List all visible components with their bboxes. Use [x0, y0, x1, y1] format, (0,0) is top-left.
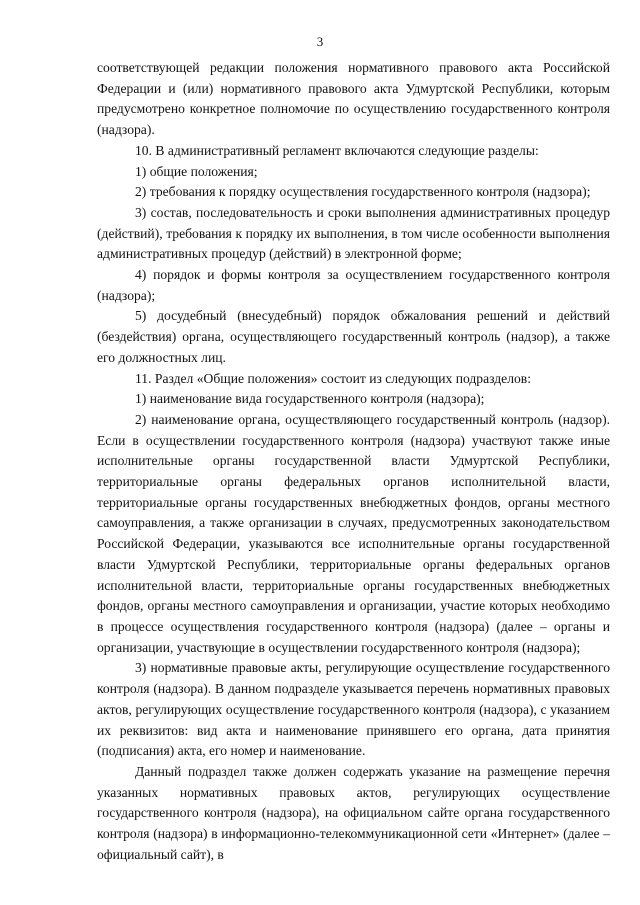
- page-number: 3: [316, 34, 324, 49]
- paragraph-10-3: 3) состав, последовательность и сроки выполнения административных процедур (действий), требования к порядку их выполнения, в том числе особенности выполнения административных процедур (действий) в электронной форме;: [97, 204, 610, 262]
- paragraph-10-2: 2) требования к порядку осуществления государственного контроля (надзора);: [135, 184, 591, 200]
- paragraph-10-4: 4) порядок и формы контроля за осуществлением государственного контроля (надзора);: [97, 267, 610, 303]
- paragraph-10-1: 1) общие положения;: [135, 163, 258, 179]
- paragraph-11-3: 3) нормативные правовые акты, регулирующие осуществление государственного контроля (надзора). В данном подразделе указывается перечень нормативных правовых актов, регулирующих осуществление государственного контроля (надзора), с указанием их реквизитов: вид акта и наименование принявшего его органа, дата принятия (подписания) акта, его номер и наименование.: [97, 660, 610, 759]
- paragraph-item-11: 11. Раздел «Общие положения» состоит из следующих подразделов:: [135, 370, 531, 386]
- paragraph-10-5: 5) досудебный (внесудебный) порядок обжалования решений и действий (бездействия) органа, осуществляющего государственный контроль (надзор), а также его должностных лиц.: [97, 308, 610, 365]
- paragraph-11-2: 2) наименование органа, осуществляющего государственный контроль (надзор). Если в осуществлении государственного контроля (надзора) участвуют также иные исполнительные органы государственной власти Удмуртской Республики, территориальные органы федеральных органов исполнительной власти, территориальные органы государственных внебюджетных фондов, органы местного самоуправления, а также организации в случаях, предусмотренных законодательством Российской Федерации, указываются все исполнительные органы государственной власти Удмуртской Республики, территориальные органы федеральных органов исполнительной власти, территориальные органы государственных внебюджетных фондов, органы местного самоуправления и организации, участие которых необходимо в процессе осуществления государственного контроля (надзора) (далее – органы и организации, участвующие в осуществлении государственного контроля (надзора);: [97, 411, 610, 655]
- paragraph-continuation: соответствующей редакции положения нормативного правового акта Российской Федерации и (или) нормативного правового акта Удмуртской Республики, которым предусмотрено конкретное полномочие по осуществлению государственного контроля (надзора).: [97, 60, 610, 138]
- paragraph-item-10: 10. В административный регламент включаются следующие разделы:: [135, 142, 539, 158]
- paragraph-11-1: 1) наименование вида государственного контроля (надзора);: [135, 391, 485, 407]
- document-body: [97, 58, 610, 865]
- paragraph-11-3-continuation: Данный подраздел также должен содержать указание на размещение перечня указанных нормативных правовых актов, регулирующих осуществление государственного контроля (надзора), на официальном сайте органа государственного контроля (надзора) в информационно-телекоммуникационной сети «Интернет» (далее – официальный сайт), в: [97, 763, 610, 862]
